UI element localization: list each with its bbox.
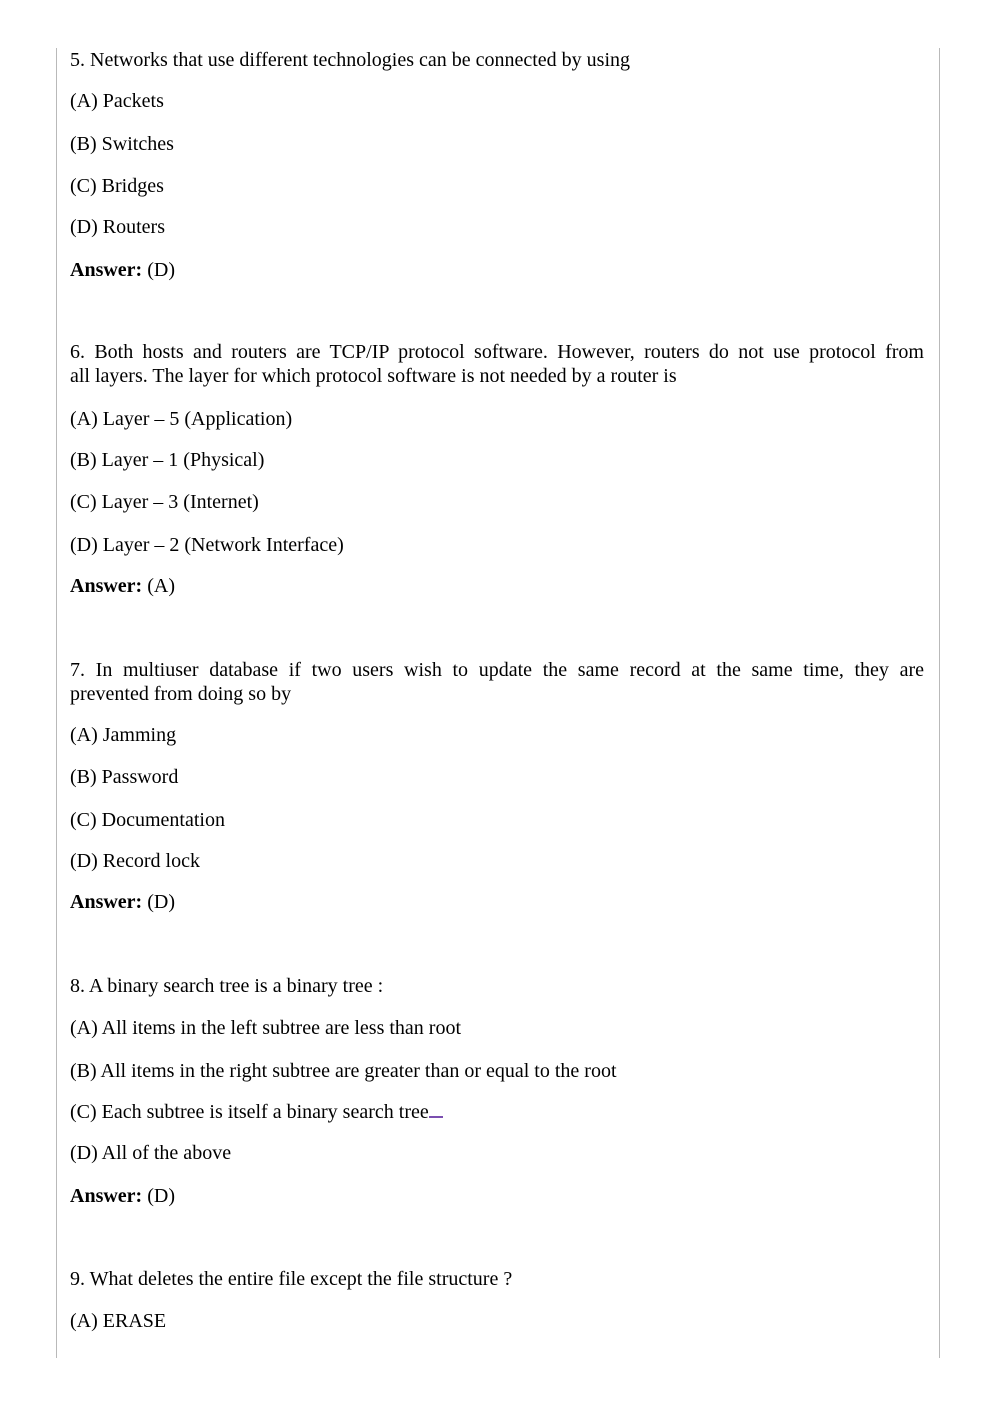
option-c: (C) Layer – 3 (Internet) [70, 491, 259, 513]
page-left-border [56, 48, 57, 1358]
answer-value: (D) [147, 1185, 175, 1207]
answer [70, 258, 924, 282]
option-a: (A) Packets [70, 90, 164, 112]
option-c: (C) Documentation [70, 809, 225, 831]
option-d: (D) Layer – 2 (Network Interface) [70, 534, 344, 556]
question-text-line-2: prevented from doing so by [70, 683, 292, 705]
answer [70, 574, 924, 598]
option-d: (D) All of the above [70, 1142, 232, 1164]
option-c-text: (C) Each subtree is itself a binary search tree [70, 1101, 429, 1123]
option-b: (B) Layer – 1 (Physical) [70, 449, 265, 471]
option-a: (A) Layer – 5 (Application) [70, 408, 293, 430]
option-c [70, 1100, 924, 1124]
answer-label: Answer: [70, 1185, 143, 1207]
answer-value: (D) [147, 259, 175, 281]
answer [70, 890, 924, 914]
answer [70, 1184, 924, 1208]
option-b: (B) Switches [70, 133, 174, 155]
question-text: 9. What deletes the entire file except the file structure ? [70, 1268, 513, 1290]
comment-marker [429, 1102, 443, 1118]
option-b: (B) Password [70, 766, 179, 788]
option-a: (A) ERASE [70, 1310, 167, 1332]
question-text: 5. Networks that use different technologies can be connected by using [70, 49, 631, 71]
option-d: (D) Routers [70, 216, 165, 238]
option-c: (C) Bridges [70, 175, 164, 197]
answer-value: (D) [147, 891, 175, 913]
option-b: (B) All items in the right subtree are greater than or equal to the root [70, 1060, 617, 1082]
option-d: (D) Record lock [70, 850, 200, 872]
question-text: 8. A binary search tree is a binary tree : [70, 975, 384, 997]
page-right-border [939, 48, 940, 1358]
option-a: (A) Jamming [70, 724, 177, 746]
answer-label: Answer: [70, 259, 143, 281]
question-text-line-1: 6. Both hosts and routers are TCP/IP protocol software. However, routers do not use protocol from [70, 341, 924, 363]
answer-value: (A) [147, 575, 175, 597]
question-text-line-2: all layers. The layer for which protocol software is not needed by a router is [70, 365, 677, 387]
answer-label: Answer: [70, 891, 143, 913]
question-text-line-1: 7. In multiuser database if two users wish to update the same record at the same time, they are [70, 659, 924, 681]
option-a: (A) All items in the left subtree are less than root [70, 1017, 462, 1039]
answer-label: Answer: [70, 575, 143, 597]
